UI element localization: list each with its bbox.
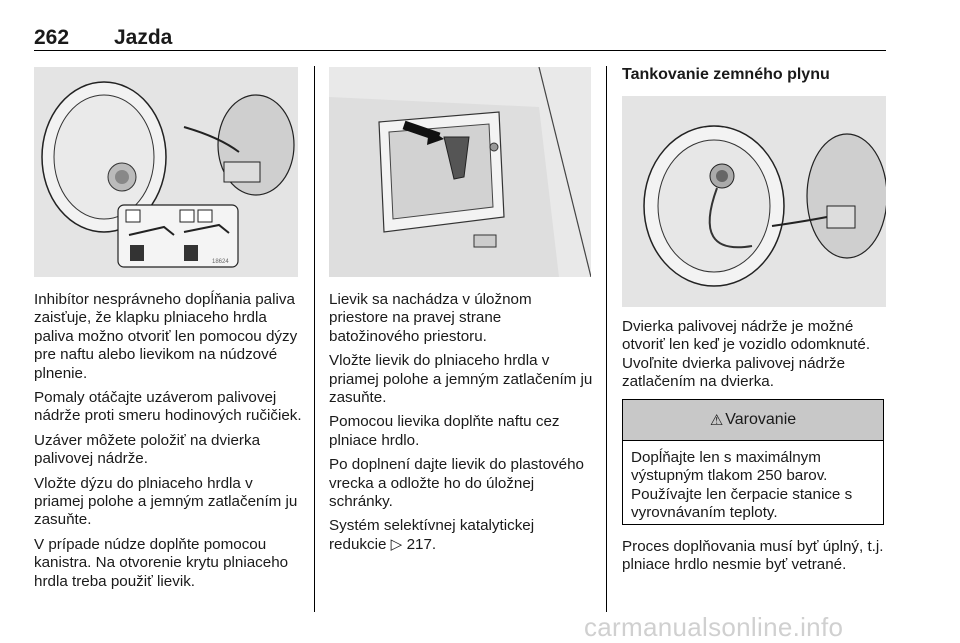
page-number: 262: [34, 26, 70, 49]
warning-triangle-icon: ⚠: [709, 412, 724, 429]
warning-header: [623, 400, 883, 441]
reference-page[interactable]: 217.: [406, 535, 437, 553]
paragraph: V prípade núdze doplňte pomocou kanistra. Na otvorenie krytu plniaceho hrdla treba použiť lievik.: [34, 535, 289, 590]
warning-box: [622, 399, 884, 525]
paragraph: Po doplnení dajte lievik do plastového vrecka a odložte ho do úložnej schránky.: [329, 456, 584, 511]
paragraph: Inhibítor nesprávneho dopĺňania paliva zaisťuje, že klapku plniaceho hrdla paliva možno otvoriť len pomocou dýzy pre naftu alebo lievikom na núdzové plnenie.: [34, 291, 298, 382]
paragraph: Pomocou lievika doplňte naftu cez plniace hrdlo.: [329, 413, 560, 449]
paragraph: Proces doplňovania musí byť úplný, t.j. plniace hrdlo nesmie byť vetrané.: [622, 538, 884, 574]
warning-text: Dopĺňajte len s maximálnym výstupným tlakom 250 barov. Používajte len čerpacie stanice s vyrovnávaním teploty.: [631, 449, 853, 522]
section-heading: Tankovanie zemného plynu: [622, 66, 830, 83]
page-header: [34, 26, 886, 50]
column-3-text-bottom: [622, 538, 888, 581]
column-1-text: [34, 291, 302, 597]
page-reference-icon[interactable]: ▷: [390, 535, 403, 553]
warning-title: Varovanie: [725, 411, 797, 428]
paragraph: Lievik sa nachádza v úložnom priestore na pravej strane batožinového priestoru.: [329, 291, 532, 345]
column-3-text: [622, 318, 888, 398]
column-2-text: [329, 291, 593, 560]
cng-filler-illustration: [622, 96, 886, 307]
paragraph: Uzáver môžete položiť na dvierka palivovej nádrže.: [34, 431, 261, 468]
trunk-funnel-illustration: [329, 67, 591, 277]
paragraph: Vložte dýzu do plniaceho hrdla v priamej polohe a jemným zatlačením ju zasuňte.: [34, 474, 298, 529]
reference-paragraph: [329, 517, 593, 554]
paragraph: Dvierka palivovej nádrže je možné otvoriť len keď je vozidlo odomknuté. Uvoľnite dvierka palivovej nádrže zatlačením na dvierka.: [622, 318, 871, 391]
paragraph: Vložte lievik do plniaceho hrdla v priamej polohe a jemným zatlačením ju zasuňte.: [329, 352, 593, 407]
column-divider-2: [606, 66, 607, 612]
watermark: carmanualsonline.info: [584, 612, 844, 642]
fuel-filler-illustration: [34, 67, 298, 277]
column-divider-1: [314, 66, 315, 612]
paragraph: Pomaly otáčajte uzáverom palivovej nádrže proti smeru hodinových ručičiek.: [34, 389, 302, 425]
header-rule: [34, 50, 886, 51]
figure-code: 18624: [212, 259, 229, 265]
reference-text: Systém selektívnej katalytickej redukcie: [329, 517, 535, 553]
chapter-title: Jazda: [114, 26, 173, 49]
